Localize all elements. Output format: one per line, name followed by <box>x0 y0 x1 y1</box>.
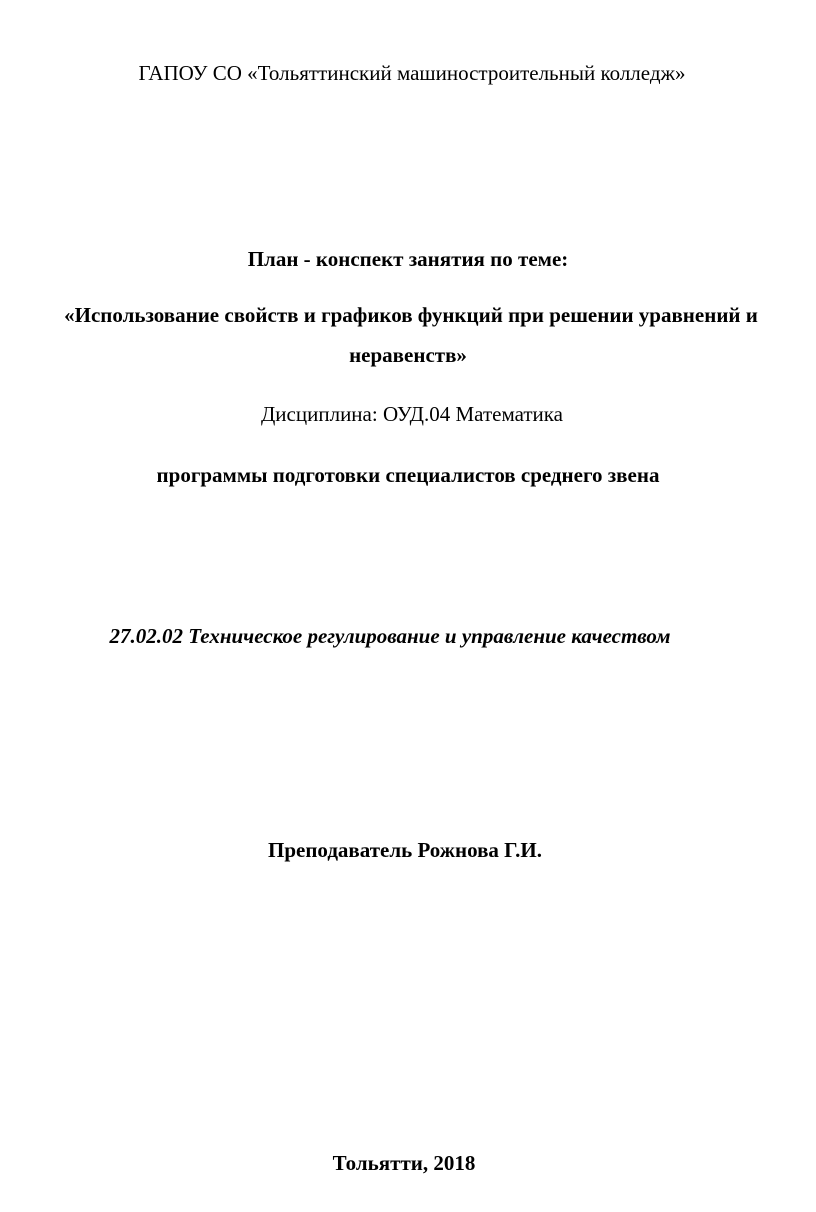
discipline-label: Дисциплина: ОУД.04 Математика <box>260 402 563 426</box>
topic-title-line-2: неравенств» <box>349 343 467 367</box>
specialty-label: 27.02.02 Техническое регулирование и управление качеством <box>109 624 671 648</box>
teacher-name: Преподаватель Рожнова Г.И. <box>267 838 543 862</box>
city-year: Тольятти, 2018 <box>332 1151 476 1175</box>
organization-name: ГАПОУ СО «Тольяттинский машиностроительный колледж» <box>138 61 686 85</box>
topic-title-line-1: «Использование свойств и графиков функций при решении уравнений и <box>64 303 758 327</box>
lesson-plan-heading: План - конспект занятия по теме: <box>247 247 569 271</box>
program-label: программы подготовки специалистов среднего звена <box>156 463 660 487</box>
